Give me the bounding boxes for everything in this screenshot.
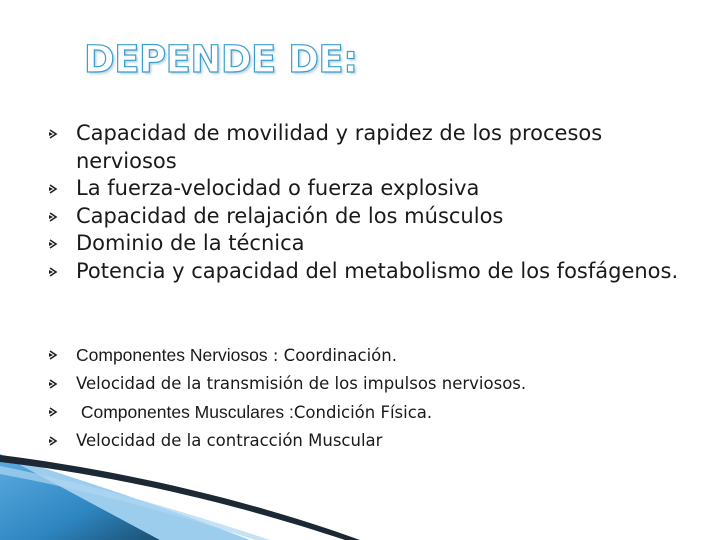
chevron-bullet-icon: [48, 267, 58, 277]
list-item-text: La fuerza-velocidad o fuerza explosiva: [76, 176, 480, 200]
list-item: [48, 258, 688, 286]
list-item-heading: Componentes Nerviosos: [76, 345, 268, 365]
list-item: [48, 341, 688, 370]
chevron-bullet-icon: [48, 350, 58, 360]
chevron-bullet-icon: [48, 407, 58, 417]
list-item: [48, 370, 688, 398]
list-item: [48, 120, 688, 175]
chevron-bullet-icon: [48, 239, 58, 249]
list-item: [48, 427, 688, 455]
main-bullet-list: [48, 120, 688, 285]
chevron-bullet-icon: [48, 436, 58, 446]
secondary-bullet-list: [48, 341, 688, 455]
chevron-bullet-icon: [48, 379, 58, 389]
list-item-text: Condición Física.: [293, 403, 433, 422]
list-item-text: Potencia y capacidad del metabolismo de los fosfágenos.: [76, 258, 679, 283]
list-item-heading: Componentes Musculares :: [76, 402, 294, 422]
list-item-text: Capacidad de relajación de los músculos: [76, 203, 504, 228]
list-item-text: : Coordinación.: [267, 346, 397, 365]
chevron-bullet-icon: [48, 129, 58, 139]
chevron-bullet-icon: [48, 212, 58, 222]
list-item: [48, 230, 688, 258]
list-item-text: Dominio de la técnica: [76, 231, 305, 255]
list-item: [48, 398, 688, 427]
list-item-text: Velocidad de la contracción Muscular: [76, 431, 383, 450]
chevron-bullet-icon: [48, 184, 58, 194]
list-item: [48, 203, 688, 231]
slide-title: DEPENDE DE:: [84, 38, 358, 81]
list-item-text: Capacidad de movilidad y rapidez de los procesos nerviosos: [76, 121, 603, 173]
list-item-text: Velocidad de la transmisión de los impulsos nerviosos.: [76, 374, 527, 393]
list-item: [48, 175, 688, 203]
